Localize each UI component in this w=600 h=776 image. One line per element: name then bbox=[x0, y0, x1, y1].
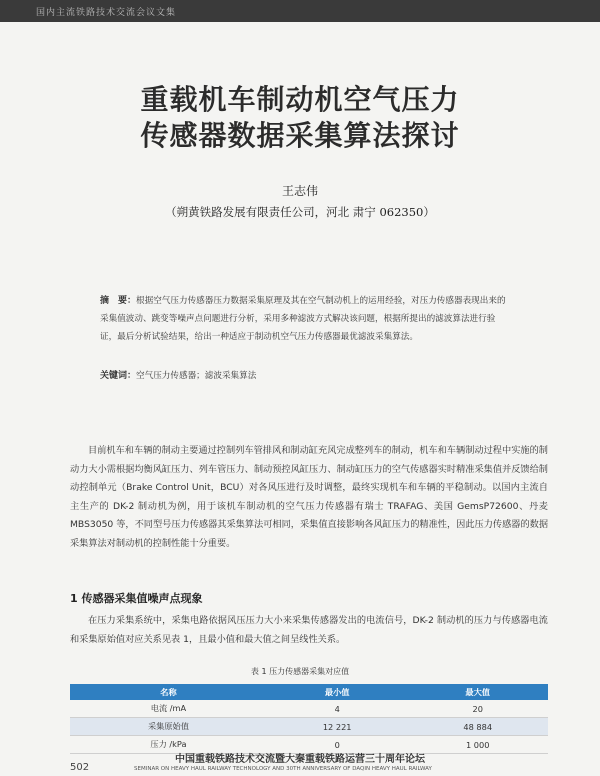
abstract-text: 根据空气压力传感器压力数据采集原理及其在空气制动机上的运用经验，对压力传感器表现出来的采集值波动、跳变等噪声点问题进行分析，采用多种滤波方式解决该问题，根据所提出的滤波算法进行验证，最后分析试验结果，给出一种适应于制动机空气压力传感器最优滤波采集算法。 bbox=[100, 296, 506, 342]
table-header-cell: 名称 bbox=[70, 684, 267, 700]
table-cell: 压力 /kPa bbox=[70, 736, 267, 754]
table-cell: 4 bbox=[267, 700, 408, 718]
table-cell: 0 bbox=[267, 736, 408, 754]
footer-conference-subtitle: SEMINAR ON HEAVY HAUL RAILWAY TECHNOLOGY AND 30TH ANNIVERSARY OF DAQIN HEAVY HAUL RAILWAY bbox=[134, 766, 432, 772]
keywords-text: 空气压力传感器；滤波采集算法 bbox=[136, 371, 257, 381]
table-cell: 48 884 bbox=[407, 718, 548, 736]
section1-paragraph: 在压力采集系统中，采集电路依据风压压力大小来采集传感器发出的电流信号，DK-2 制动机的压力与传感器电流和采集原始值对应关系见表 1，且最小值和最大值之间呈线性关系。 bbox=[70, 615, 548, 645]
intro-paragraph: 目前机车和车辆的制动主要通过控制列车管排风和制动缸充风完成整列车的制动，机车和车辆制动过程中实施的制动力大小需根据均衡风缸压力、列车管压力、制动预控风缸压力、制动缸压力的空气传感器实时精准采集值并反馈给制动控制单元（Brake Control Unit，BCU）对各风压进行及时调整，最终实现机车和车辆的平稳制动。以国内主流自主生产的 DK-2 制动机为例，用于该机车制动机的空气压力传感器有瑞士 TRAFAG、美国 GemsP72600、丹麦 MBS3050 等，不同型号压力传感器其采集算法可相同，采集值直接影响各风缸压力的精准性，因此压力传感器的数据采集算法对制动机的控制性能十分重要。 bbox=[70, 445, 549, 549]
table-row bbox=[70, 718, 548, 736]
table-cell: 电流 /mA bbox=[70, 700, 267, 718]
table-caption: 表 1 压力传感器采集对应值 bbox=[250, 667, 350, 676]
footer-conference-title: 中国重载铁路技术交流暨大秦重载铁路运营三十周年论坛 bbox=[175, 754, 425, 765]
page-number: 502 bbox=[70, 762, 90, 773]
author-affiliation: （朔黄铁路发展有限责任公司，河北 肃宁 062350） bbox=[165, 205, 435, 219]
running-header-bar bbox=[0, 0, 600, 22]
running-header-text: 国内主流铁路技术交流会议文集 bbox=[36, 8, 177, 18]
abstract bbox=[100, 292, 512, 346]
section-heading-1: 1 传感器采集值噪声点现象 bbox=[70, 592, 203, 605]
article-title-line2: 传感器数据采集算法探讨 bbox=[140, 119, 460, 152]
table-cell: 采集原始值 bbox=[70, 718, 267, 736]
table-row bbox=[70, 700, 548, 718]
sensor-values-table bbox=[70, 684, 548, 754]
table-header-cell: 最小值 bbox=[267, 684, 408, 700]
keywords-label: 关键词： bbox=[100, 371, 137, 381]
table-header-cell: 最大值 bbox=[407, 684, 548, 700]
table-cell: 1 000 bbox=[407, 736, 548, 754]
keywords bbox=[100, 368, 512, 381]
abstract-label: 摘 要： bbox=[100, 296, 137, 306]
table-cell: 12 221 bbox=[267, 718, 408, 736]
table-cell: 20 bbox=[407, 700, 548, 718]
author-name: 王志伟 bbox=[281, 184, 318, 198]
table-header-row bbox=[70, 684, 548, 700]
article-title-line1: 重载机车制动机空气压力 bbox=[140, 83, 460, 116]
